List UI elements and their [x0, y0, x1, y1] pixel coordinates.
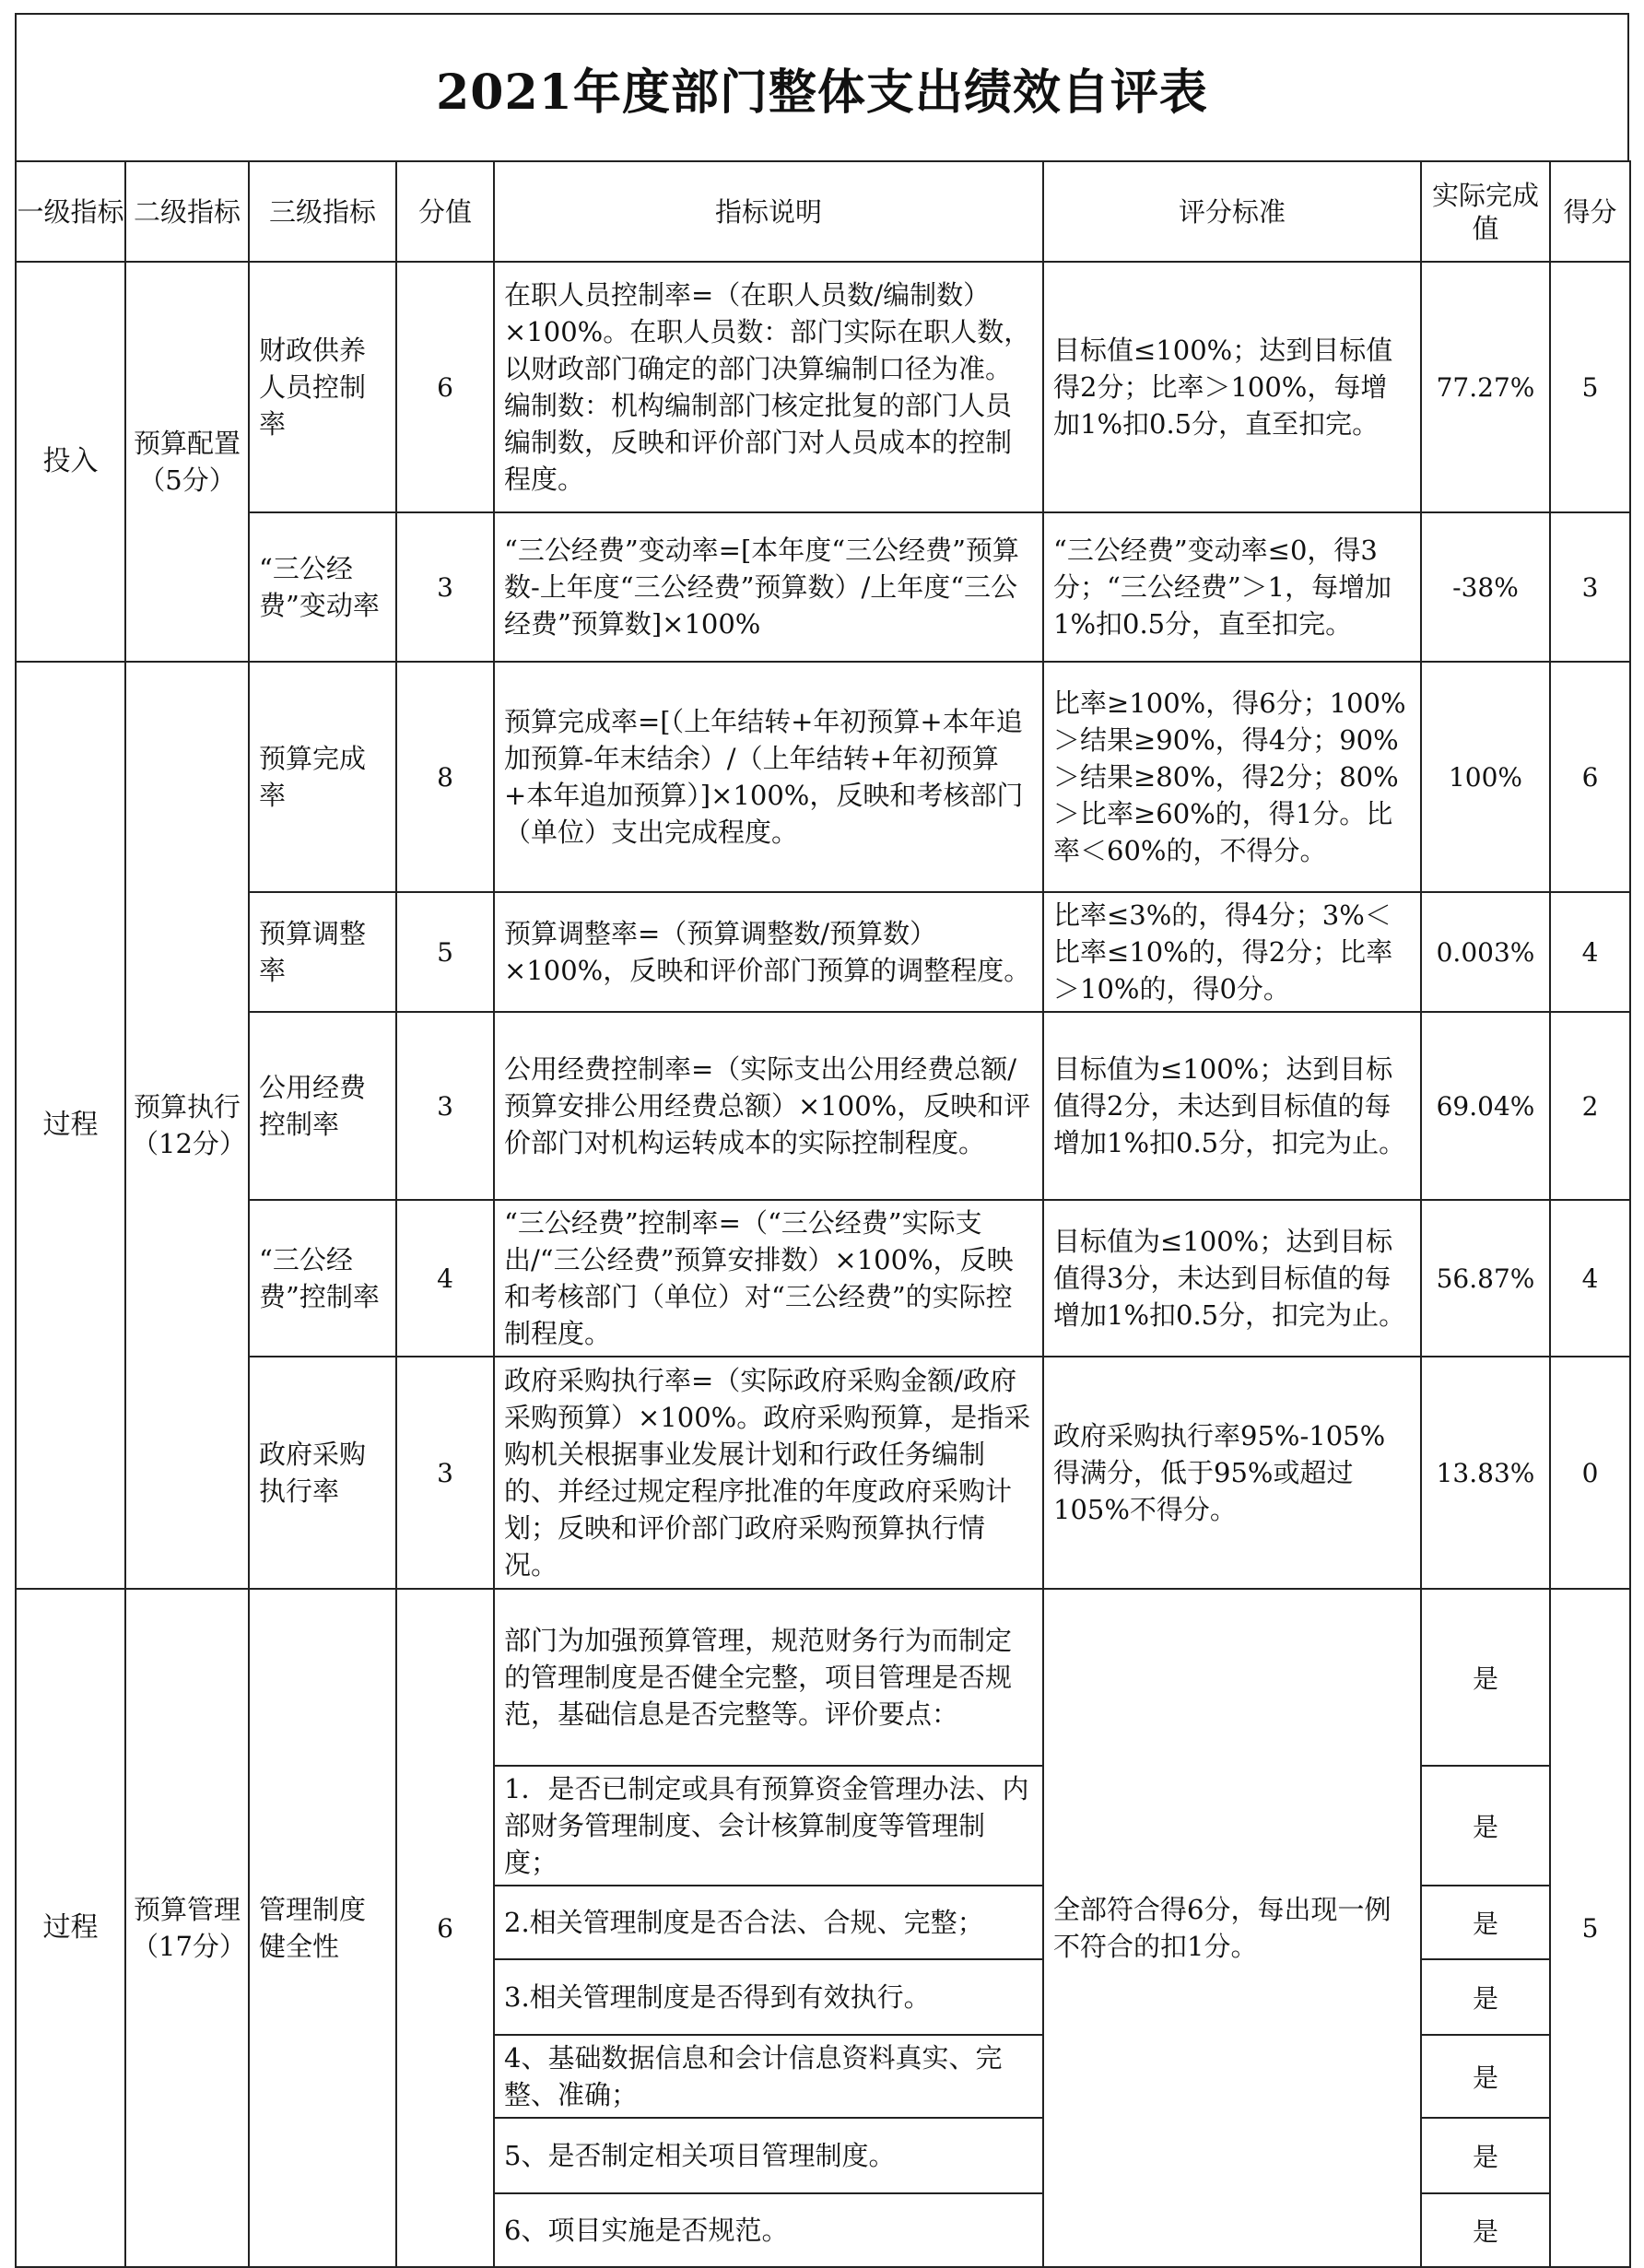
level2-cell: 预算执行（12分） — [125, 662, 249, 1589]
got-cell: 6 — [1550, 662, 1630, 892]
score-cell: 4 — [396, 1200, 494, 1357]
got-cell: 0 — [1550, 1357, 1630, 1589]
actual-cell: 是 — [1421, 2118, 1550, 2193]
table-row — [16, 262, 1630, 512]
actual-cell: 是 — [1421, 2035, 1550, 2118]
description-cell: 在职人员控制率=（在职人员数/编制数）×100%。在职人员数：部门实际在职人数，以财政部门确定的部门决算编制口径为准。编制数：机构编制部门核定批复的部门人员编制数，反映和评价部门对人员成本的控制程度。 — [494, 262, 1043, 512]
level3-cell: 管理制度健全性 — [249, 1589, 396, 2267]
criteria-cell: 政府采购执行率95%-105%得满分，低于95%或超过105%不得分。 — [1043, 1357, 1421, 1589]
got-cell: 3 — [1550, 512, 1630, 662]
level3-cell: 预算调整率 — [249, 892, 396, 1012]
actual-cell: 0.003% — [1421, 892, 1550, 1012]
score-cell: 3 — [396, 1357, 494, 1589]
score-cell: 5 — [396, 892, 494, 1012]
level3-cell: 公用经费控制率 — [249, 1012, 396, 1200]
score-cell: 3 — [396, 512, 494, 662]
level3-cell: 政府采购执行率 — [249, 1357, 396, 1589]
criteria-cell: 目标值≤100%；达到目标值得2分；比率＞100%，每增加1%扣0.5分，直至扣完。 — [1043, 262, 1421, 512]
level1-cell: 过程 — [16, 662, 125, 1589]
page-title: 2021年度部门整体支出绩效自评表 — [436, 64, 1208, 121]
got-cell: 5 — [1550, 1589, 1630, 2267]
table-row — [16, 662, 1630, 892]
description-cell: 政府采购执行率=（实际政府采购金额/政府采购预算）×100%。政府采购预算，是指采购机关根据事业发展计划和行政任务编制的、并经过规定程序批准的年度政府采购计划；反映和评价部门政府采购预算执行情况。 — [494, 1357, 1043, 1589]
score-cell: 8 — [396, 662, 494, 892]
actual-cell: -38% — [1421, 512, 1550, 662]
description-cell: 公用经费控制率=（实际支出公用经费总额/预算安排公用经费总额）×100%，反映和评价部门对机构运转成本的实际控制程度。 — [494, 1012, 1043, 1200]
header-actual: 实际完成值 — [1421, 161, 1550, 262]
header-got: 得分 — [1550, 161, 1630, 262]
level1-cell: 投入 — [16, 262, 125, 662]
header-score: 分值 — [396, 161, 494, 262]
actual-cell: 77.27% — [1421, 262, 1550, 512]
table-row — [16, 1357, 1630, 1589]
description-cell: 部门为加强预算管理，规范财务行为而制定的管理制度是否健全完整，项目管理是否规范，基础信息是否完整等。评价要点： — [494, 1589, 1043, 1766]
level2-cell: 预算配置（5分） — [125, 262, 249, 662]
score-cell: 6 — [396, 262, 494, 512]
criteria-cell: 目标值为≤100%；达到目标值得3分，未达到目标值的每增加1%扣0.5分，扣完为止。 — [1043, 1200, 1421, 1357]
level3-cell: “三公经费”控制率 — [249, 1200, 396, 1357]
header-row — [16, 161, 1630, 262]
description-cell: 3.相关管理制度是否得到有效执行。 — [494, 1959, 1043, 2035]
description-cell: 预算完成率=[（上年结转+年初预算+本年追加预算-年末结余）/（上年结转+年初预算+本年追加预算）]×100%，反映和考核部门（单位）支出完成程度。 — [494, 662, 1043, 892]
description-cell: 预算调整率=（预算调整数/预算数）×100%，反映和评价部门预算的调整程度。 — [494, 892, 1043, 1012]
actual-cell: 是 — [1421, 1589, 1550, 1766]
actual-cell: 69.04% — [1421, 1012, 1550, 1200]
description-cell: 5、是否制定相关项目管理制度。 — [494, 2118, 1043, 2193]
table-row — [16, 1012, 1630, 1200]
header-level2: 二级指标 — [125, 161, 249, 262]
header-level1: 一级指标 — [16, 161, 125, 262]
description-cell: 1．是否已制定或具有预算资金管理办法、内部财务管理制度、会计核算制度等管理制度； — [494, 1766, 1043, 1886]
table-row — [16, 1589, 1630, 1766]
description-cell: 2.相关管理制度是否合法、合规、完整； — [494, 1886, 1043, 1959]
level3-cell: “三公经费”变动率 — [249, 512, 396, 662]
got-cell: 5 — [1550, 262, 1630, 512]
level3-cell: 预算完成率 — [249, 662, 396, 892]
level3-cell: 财政供养人员控制率 — [249, 262, 396, 512]
criteria-cell: 比率≥100%，得6分；100%＞结果≥90%，得4分；90%＞结果≥80%，得2分；80%＞比率≥60%的，得1分。比率＜60%的，不得分。 — [1043, 662, 1421, 892]
actual-cell: 13.83% — [1421, 1357, 1550, 1589]
description-cell: 6、项目实施是否规范。 — [494, 2193, 1043, 2267]
actual-cell: 是 — [1421, 1886, 1550, 1959]
header-description: 指标说明 — [494, 161, 1043, 262]
criteria-cell: 比率≤3%的，得4分；3%＜比率≤10%的，得2分；比率＞10%的，得0分。 — [1043, 892, 1421, 1012]
actual-cell: 是 — [1421, 2193, 1550, 2267]
title-box — [15, 13, 1629, 160]
description-cell: 4、基础数据信息和会计信息资料真实、完整、准确； — [494, 2035, 1043, 2118]
table-row — [16, 512, 1630, 662]
description-cell: “三公经费”变动率=[本年度“三公经费”预算数-上年度“三公经费”预算数）/上年度“三公经费”预算数]×100% — [494, 512, 1043, 662]
actual-cell: 是 — [1421, 1766, 1550, 1886]
criteria-cell: “三公经费”变动率≤0，得3分；“三公经费”＞1，每增加1%扣0.5分，直至扣完。 — [1043, 512, 1421, 662]
got-cell: 2 — [1550, 1012, 1630, 1200]
header-criteria: 评分标准 — [1043, 161, 1421, 262]
score-cell: 6 — [396, 1589, 494, 2267]
actual-cell: 是 — [1421, 1959, 1550, 2035]
evaluation-form — [15, 13, 1629, 2268]
header-level3: 三级指标 — [249, 161, 396, 262]
score-cell: 3 — [396, 1012, 494, 1200]
actual-cell: 56.87% — [1421, 1200, 1550, 1357]
criteria-cell: 全部符合得6分，每出现一例不符合的扣1分。 — [1043, 1589, 1421, 2267]
criteria-cell: 目标值为≤100%；达到目标值得2分，未达到目标值的每增加1%扣0.5分，扣完为止。 — [1043, 1012, 1421, 1200]
table-row — [16, 892, 1630, 1012]
description-cell: “三公经费”控制率=（“三公经费”实际支出/“三公经费”预算安排数）×100%，反映和考核部门（单位）对“三公经费”的实际控制程度。 — [494, 1200, 1043, 1357]
level2-cell: 预算管理（17分） — [125, 1589, 249, 2267]
actual-cell: 100% — [1421, 662, 1550, 892]
got-cell: 4 — [1550, 892, 1630, 1012]
level1-cell: 过程 — [16, 1589, 125, 2267]
got-cell: 4 — [1550, 1200, 1630, 1357]
evaluation-table — [15, 160, 1631, 2268]
table-row — [16, 1200, 1630, 1357]
